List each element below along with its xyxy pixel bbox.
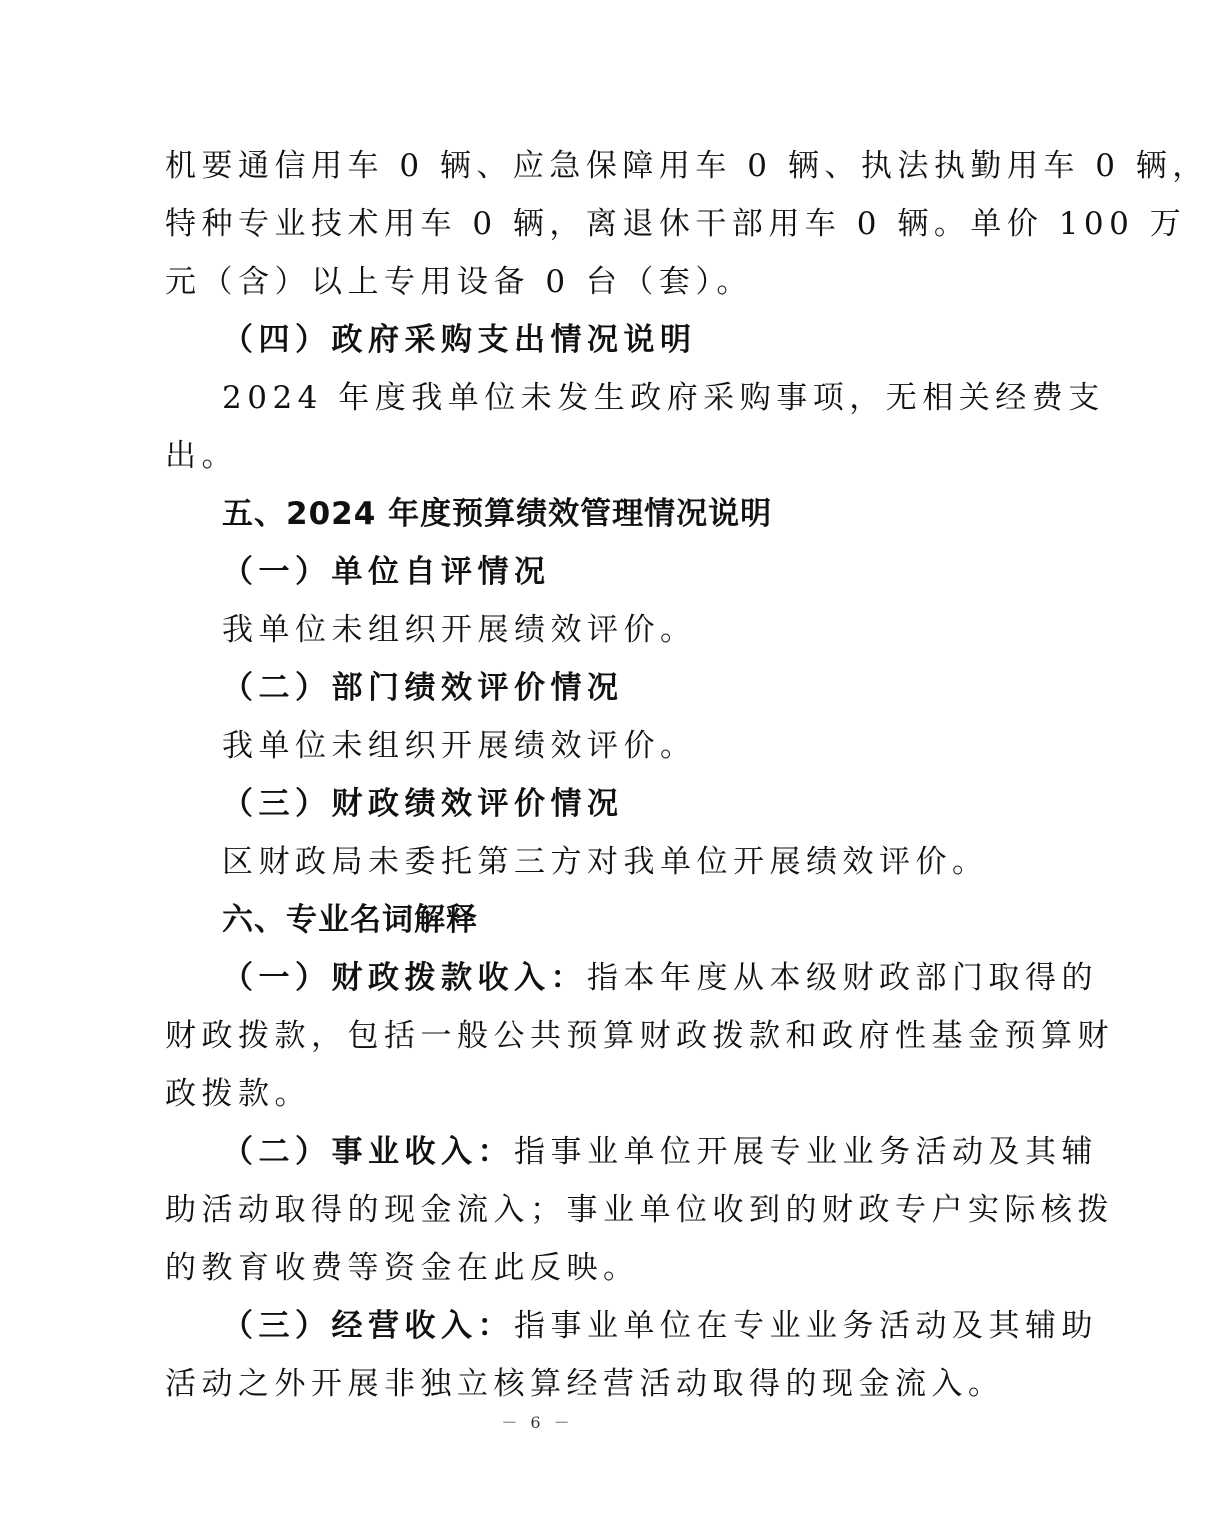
paragraph-line: 的教育收费等资金在此反映。 bbox=[165, 1250, 640, 1286]
glossary-term-label: （一）财政拨款收入： bbox=[222, 960, 587, 996]
glossary-term-label: （三）经营收入： bbox=[222, 1308, 514, 1344]
glossary-term-line bbox=[165, 1123, 1098, 1181]
section-heading-performance: 五、2024 年度预算绩效管理情况说明 bbox=[222, 496, 773, 532]
glossary-term-text: 指事业单位开展专业业务活动及其辅 bbox=[514, 1134, 1098, 1170]
subsection-heading-self-evaluation: （一）单位自评情况 bbox=[222, 554, 551, 590]
paragraph-line: 财政拨款，包括一般公共预算财政拨款和政府性基金预算财 bbox=[165, 1018, 1114, 1054]
subsection-heading-procurement: （四）政府采购支出情况说明 bbox=[222, 322, 697, 358]
glossary-term-line bbox=[165, 949, 1098, 1007]
paragraph-line: 政拨款。 bbox=[165, 1076, 311, 1112]
glossary-term-text: 指本年度从本级财政部门取得的 bbox=[587, 960, 1098, 996]
paragraph-line: 我单位未组织开展绩效评价。 bbox=[222, 728, 697, 764]
paragraph-line: 助活动取得的现金流入；事业单位收到的财政专户实际核拨 bbox=[165, 1192, 1114, 1228]
page-number: － 6 － bbox=[501, 1413, 574, 1432]
subsection-heading-finance-evaluation: （三）财政绩效评价情况 bbox=[222, 786, 624, 822]
paragraph-line: 机要通信用车 0 辆、应急保障用车 0 辆、执法执勤用车 0 辆， bbox=[165, 148, 1209, 184]
paragraph-line: 出。 bbox=[165, 438, 238, 474]
paragraph-line: 2024 年度我单位未发生政府采购事项，无相关经费支 bbox=[222, 380, 1105, 416]
glossary-term-label: （二）事业收入： bbox=[222, 1134, 514, 1170]
glossary-term-text: 指事业单位在专业业务活动及其辅助 bbox=[514, 1308, 1098, 1344]
document-page bbox=[165, 137, 1209, 1413]
section-heading-glossary: 六、专业名词解释 bbox=[222, 902, 478, 938]
paragraph-line: 区财政局未委托第三方对我单位开展绩效评价。 bbox=[222, 844, 989, 880]
paragraph-line: 我单位未组织开展绩效评价。 bbox=[222, 612, 697, 648]
glossary-term-line bbox=[165, 1297, 1098, 1355]
paragraph-line: 元（含）以上专用设备 0 台（套）。 bbox=[165, 264, 753, 300]
paragraph-line: 特种专业技术用车 0 辆，离退休干部用车 0 辆。单价 100 万 bbox=[165, 206, 1187, 242]
paragraph-line: 活动之外开展非独立核算经营活动取得的现金流入。 bbox=[165, 1366, 1005, 1402]
subsection-heading-department-evaluation: （二）部门绩效评价情况 bbox=[222, 670, 624, 706]
